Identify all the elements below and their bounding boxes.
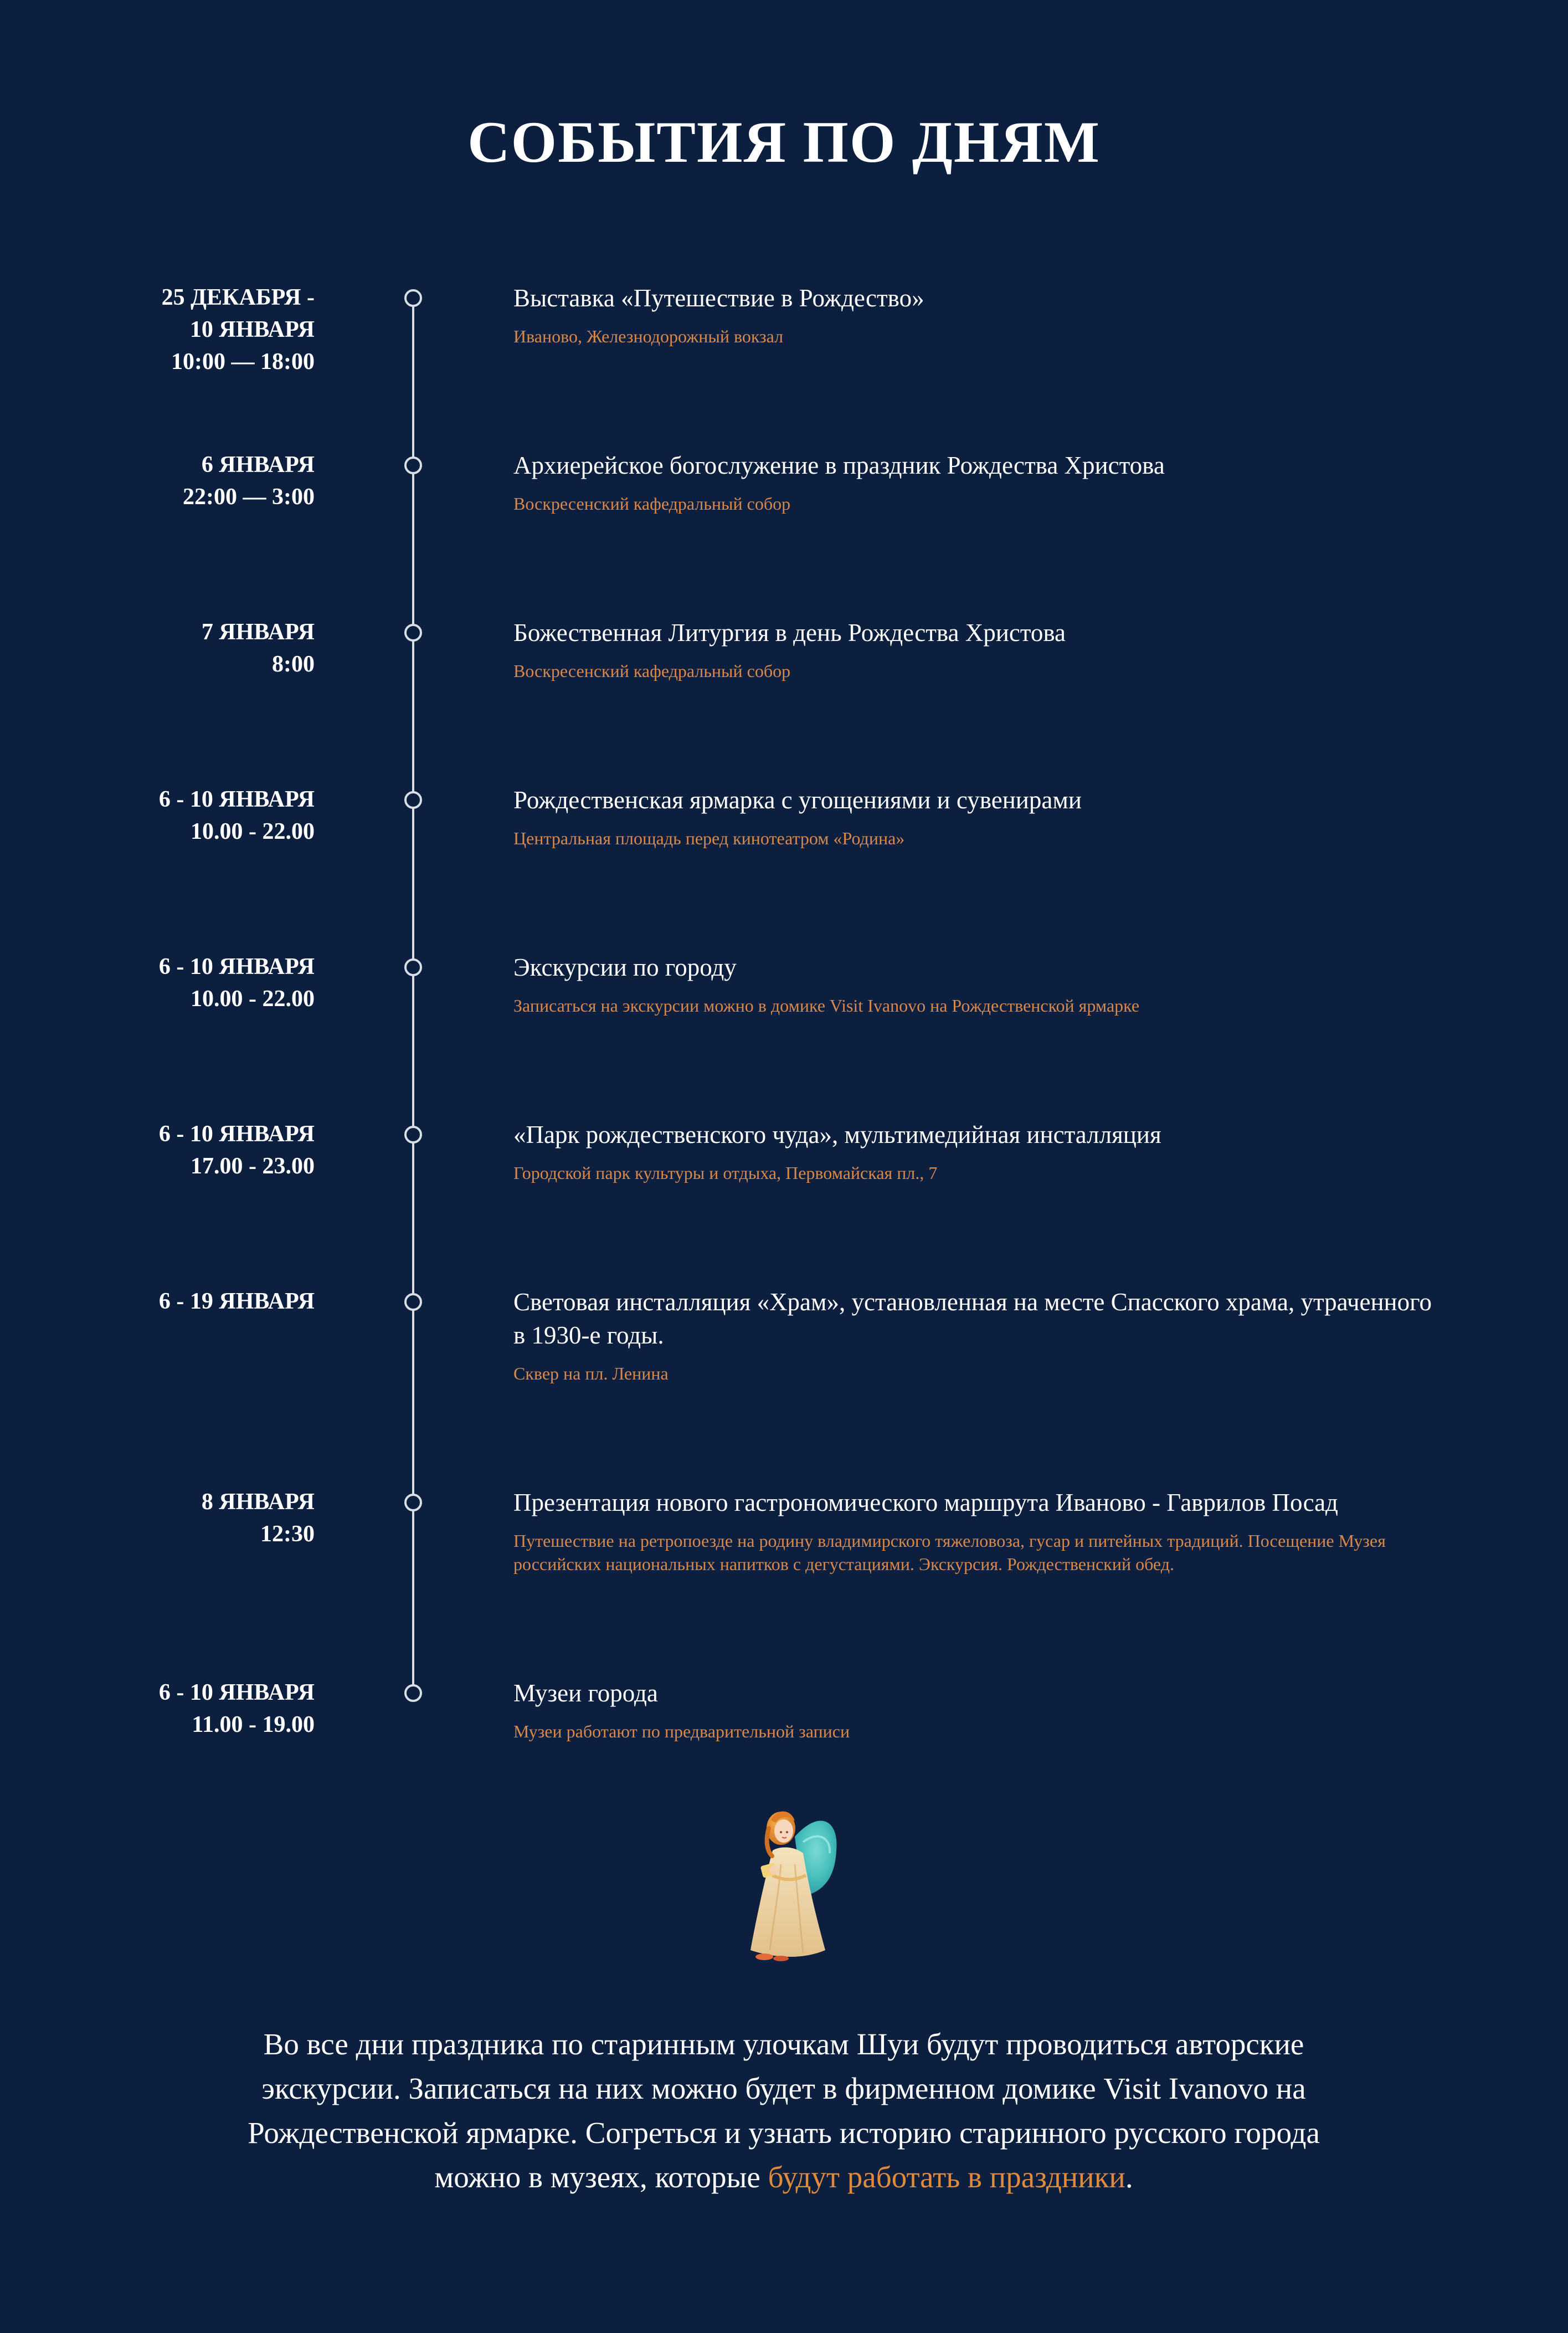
angel-illustration [742, 1798, 842, 1964]
footer-text-end: . [1125, 2160, 1133, 2194]
event-content [513, 616, 1438, 683]
event-date-line: 10:00 — 18:00 [171, 349, 315, 375]
timeline-dot [404, 1293, 422, 1311]
event-title: «Парк рождественского чуда», мультимедийная инсталляция [513, 1121, 1161, 1148]
event-date-line: 12:30 [260, 1521, 315, 1547]
event-date-line: 6 - 10 ЯНВАРЯ [158, 954, 315, 980]
event-date [83, 1285, 315, 1317]
event-date [83, 783, 315, 848]
event-title: Экскурсии по городу [513, 953, 737, 981]
event-title: Рождественская ярмарка с угощениями и сувенирами [513, 786, 1082, 814]
timeline-dot [404, 289, 422, 307]
event-content [513, 449, 1438, 515]
event-title: Световая инсталляция «Храм», установленная на месте Спасского храма, утраченного в 1930-е годы. [513, 1288, 1432, 1349]
event-date-line: 7 ЯНВАРЯ [201, 619, 315, 645]
footer-text-main: Во все дни праздника по старинным улочкам Шуи будут проводиться авторские экскурсии. Записаться на них можно будет в фирменном домике Visit Ivanovo на Рождественской ярмарке. Согреться и узнать историю старинного русского города можно в музеях, которые [248, 2027, 1320, 2194]
event-content [513, 281, 1438, 348]
event-date [83, 449, 315, 513]
event-date-line: 6 ЯНВАРЯ [201, 452, 315, 478]
event-content [513, 783, 1438, 850]
event-place: Музеи работают по предварительной записи [513, 1721, 850, 1741]
event-date [83, 616, 315, 680]
event-date [83, 281, 315, 378]
museums-holiday-link[interactable]: будут работать в праздники [768, 2160, 1125, 2194]
event-date [83, 1486, 315, 1550]
event-date-line: 6 - 10 ЯНВАРЯ [158, 1121, 315, 1147]
event-content [513, 951, 1438, 1017]
event-content [513, 1285, 1438, 1385]
event-date-line: 6 - 10 ЯНВАРЯ [158, 1680, 315, 1705]
event-date-line: 8:00 [272, 652, 315, 677]
event-date-line: 22:00 — 3:00 [183, 484, 315, 510]
event-date-line: 6 - 19 ЯНВАРЯ [158, 1289, 315, 1314]
page-title: СОБЫТИЯ ПО ДНЯМ [467, 110, 1101, 175]
event-title: Презентация нового гастрономического маршрута Иваново - Гаврилов Посад [513, 1489, 1338, 1516]
event-title: Выставка «Путешествие в Рождество» [513, 284, 924, 312]
timeline-dot [404, 1126, 422, 1144]
timeline-dot [404, 791, 422, 809]
event-place: Иваново, Железнодорожный вокзал [513, 326, 784, 346]
event-place: Воскресенский кафедральный собор [513, 661, 791, 681]
timeline-line [412, 301, 414, 1698]
event-place: Воскресенский кафедральный собор [513, 494, 791, 514]
event-date-line: 25 ДЕКАБРЯ - [161, 285, 315, 310]
event-place: Сквер на пл. Ленина [513, 1363, 669, 1383]
timeline-dot [404, 1684, 422, 1702]
event-content [513, 1118, 1438, 1185]
event-place: Записаться на экскурсии можно в домике Visit Ivanovo на Рождественской ярмарке [513, 996, 1140, 1016]
event-date [83, 951, 315, 1015]
timeline-dot [404, 457, 422, 474]
event-date [83, 1118, 315, 1182]
event-place: Путешествие на ретропоезде на родину владимирского тяжеловоза, гусар и питейных традиций. Посещение Музея российских национальных напитков с дегустациями. Экскурсия. Рождественский обед. [513, 1531, 1386, 1574]
event-title: Архиерейское богослужение в праздник Рождества Христова [513, 452, 1165, 479]
event-place: Центральная площадь перед кинотеатром «Родина» [513, 828, 905, 848]
event-date-line: 11.00 - 19.00 [192, 1712, 315, 1737]
event-date-line: 17.00 - 23.00 [191, 1153, 315, 1179]
event-content [513, 1486, 1438, 1576]
event-date-line: 10.00 - 22.00 [191, 986, 315, 1012]
timeline-dot [404, 958, 422, 976]
timeline-dot [404, 624, 422, 642]
timeline-dot [404, 1494, 422, 1511]
event-place: Городской парк культуры и отдыха, Первомайская пл., 7 [513, 1163, 938, 1183]
event-content [513, 1676, 1438, 1743]
event-date-line: 10.00 - 22.00 [191, 819, 315, 844]
event-title: Божественная Литургия в день Рождества Христова [513, 619, 1066, 647]
event-date [83, 1676, 315, 1741]
event-date-line: 6 - 10 ЯНВАРЯ [158, 787, 315, 812]
footer-text [244, 2022, 1324, 2199]
event-title: Музеи города [513, 1679, 658, 1707]
event-date-line: 10 ЯНВАРЯ [189, 317, 315, 342]
event-date-line: 8 ЯНВАРЯ [201, 1489, 315, 1515]
